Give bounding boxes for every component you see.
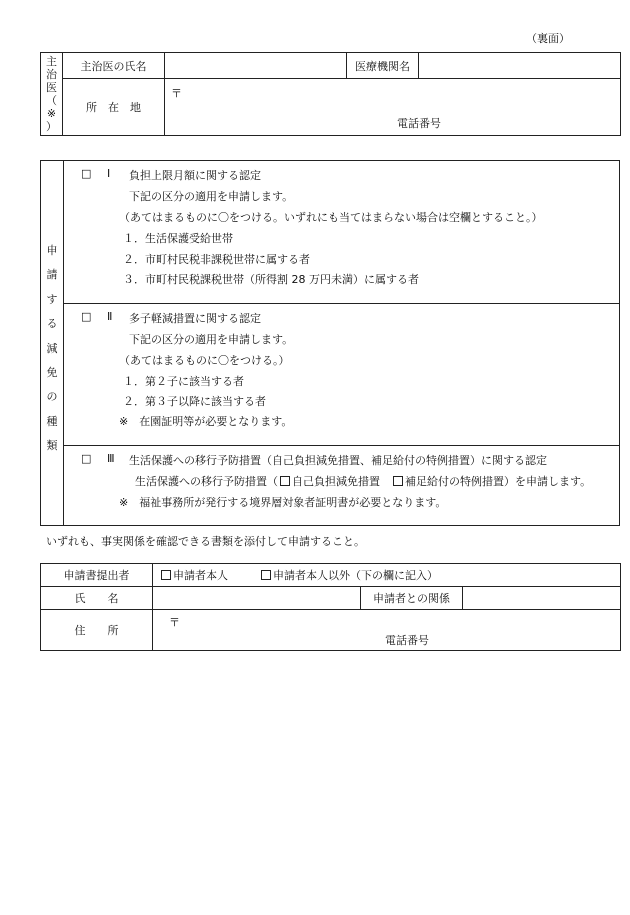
institution-field[interactable] <box>419 53 621 79</box>
doctor-table <box>40 52 621 136</box>
reduction-side-label: 申 請 す る 減 免 の 種 類 <box>41 161 64 525</box>
applicant-table <box>40 563 621 651</box>
doctor-name-label: 主治医の氏名 <box>63 53 165 79</box>
attach-note: いずれも、事実関係を確認できる書類を添付して申請すること。 <box>46 535 365 548</box>
section-2-note: ※ 在園証明等が必要となります。 <box>119 415 293 428</box>
section-3-title: 生活保護への移行予防措置（自己負担減免措置、補足給付の特例措置）に関する認定 <box>129 454 547 467</box>
option-other-label: 申請者本人以外（下の欄に記入） <box>273 569 438 582</box>
location-label: 所 在 地 <box>63 79 165 136</box>
section-2-roman: Ⅱ <box>107 310 113 323</box>
relation-label: 申請者との関係 <box>361 587 463 610</box>
option-self-label: 申請者本人 <box>173 569 228 582</box>
submitter-label: 申請書提出者 <box>41 564 153 587</box>
section-2-item: １．第２子に該当する者 <box>123 375 244 388</box>
page-side-label: （裏面） <box>526 32 570 45</box>
applicant-address-field[interactable] <box>153 610 621 651</box>
applicant-address-label: 住 所 <box>41 610 153 651</box>
section-2-checkbox[interactable]: □ <box>81 310 92 323</box>
section-3-roman: Ⅲ <box>107 452 115 465</box>
section-1-item: ３．市町村民税課税世帯（所得割 28 万円未満）に属する者 <box>123 273 419 286</box>
option-self-reduction-checkbox[interactable] <box>280 476 290 486</box>
institution-label: 医療機関名 <box>347 53 419 79</box>
option-supplement-checkbox[interactable] <box>393 476 403 486</box>
section-1-instruction: （あてはまるものに〇をつける。いずれにも当てはまらない場合は空欄とすること。） <box>119 211 543 224</box>
relation-field[interactable] <box>463 587 621 610</box>
section-2 <box>63 303 619 446</box>
section-1-item: １．生活保護受給世帯 <box>123 232 233 245</box>
section-1-checkbox[interactable]: □ <box>81 167 92 180</box>
section-2-title: 多子軽減措置に関する認定 <box>129 312 261 325</box>
section-2-item: ２．第３子以降に該当する者 <box>123 395 266 408</box>
applicant-name-field[interactable] <box>153 587 361 610</box>
doctor-name-field[interactable] <box>165 53 347 79</box>
reduction-types-box <box>40 160 620 526</box>
section-3-note: ※ 福祉事務所が発行する境界層対象者証明書が必要となります。 <box>119 496 447 509</box>
location-field[interactable] <box>165 79 621 136</box>
section-2-instruction: （あてはまるものに〇をつける。） <box>119 354 290 367</box>
applicant-name-label: 氏 名 <box>41 587 153 610</box>
section-1-item: ２．市町村民税非課税世帯に属する者 <box>123 253 310 266</box>
section-3 <box>63 445 619 527</box>
tel-label: 電話番号 <box>397 117 441 130</box>
postal-mark: 〒 <box>171 87 182 100</box>
section-2-apply: 下記の区分の適用を申請します。 <box>129 333 294 346</box>
option-self-checkbox[interactable] <box>161 570 171 580</box>
section-3-checkbox[interactable]: □ <box>81 452 92 465</box>
section-1-title: 負担上限月額に関する認定 <box>129 169 261 182</box>
submitter-options <box>153 564 621 587</box>
section-1-apply: 下記の区分の適用を申請します。 <box>129 190 294 203</box>
applicant-postal-mark: 〒 <box>169 616 180 629</box>
section-3-apply: 生活保護への移行予防措置（ 自己負担減免措置 補足給付の特例措置）を申請します。 <box>135 475 592 488</box>
option-other-checkbox[interactable] <box>261 570 271 580</box>
section-1 <box>63 161 619 304</box>
applicant-tel-label: 電話番号 <box>385 634 429 647</box>
doctor-group-label: 主 治 医 （ ※ ） <box>41 53 63 136</box>
section-1-roman: Ⅰ <box>107 167 111 180</box>
